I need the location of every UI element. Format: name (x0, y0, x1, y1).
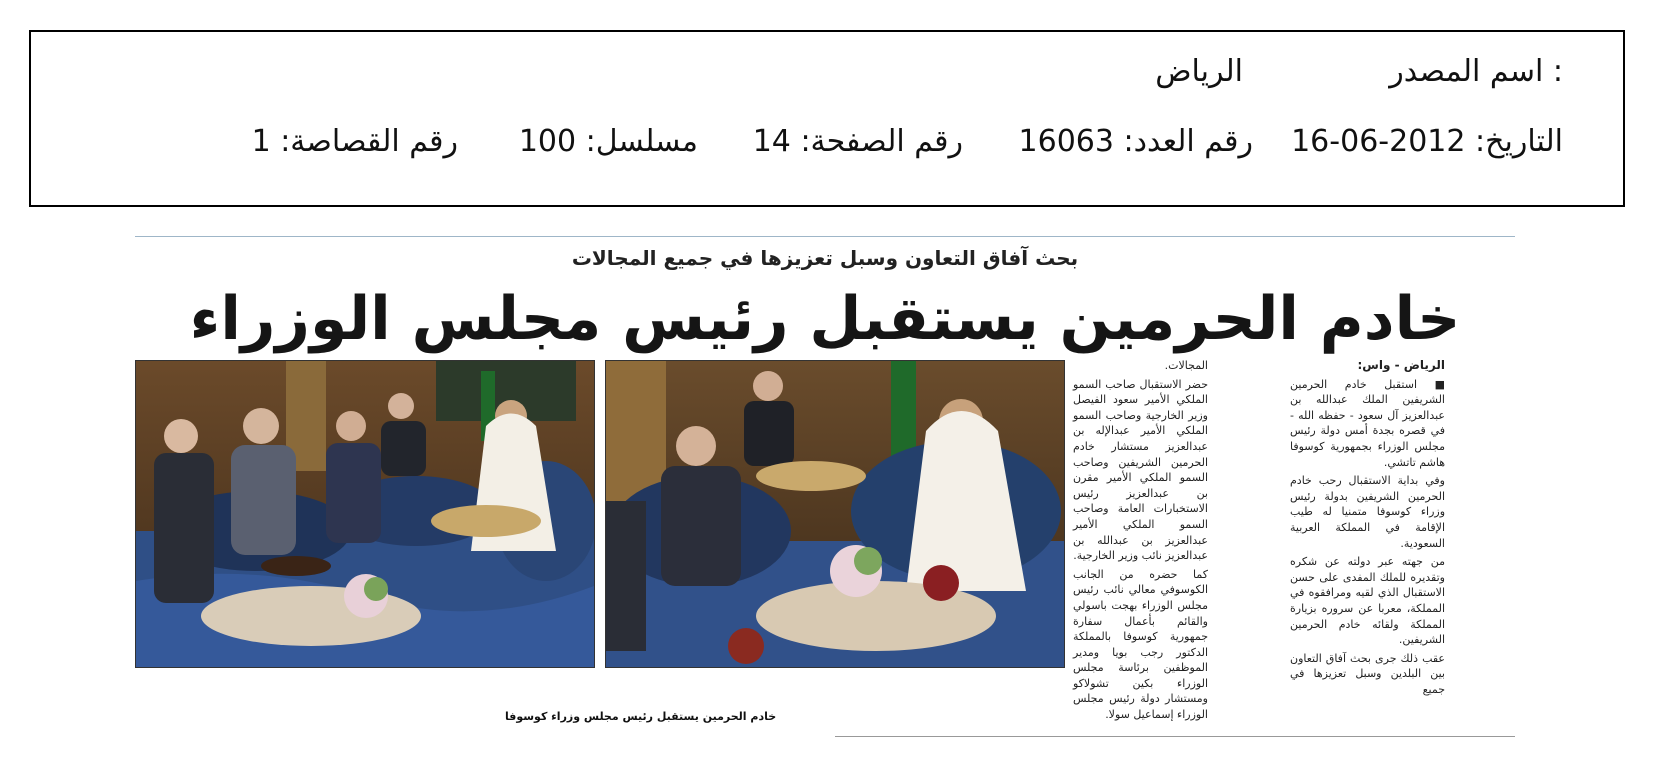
date-field: التاريخ: 2012-06-16 (1291, 124, 1563, 159)
col2-paragraph: حضر الاستقبال صاحب السمو الملكي الأمير سعود الفيصل وزير الخارجية وصاحب السمو الملكي الأمير عبدالإله بن عبدالعزيز مستشار خادم الحرمين الشريفين وصاحب السمو الملكي الأمير مقرن بن عبدالعزيز رئيس الاستخبارات العامة وصاحب السمو الملكي الأمير عبدالعزيز بن عبدالله بن عبدالعزيز نائب وزير الخارجية. (1073, 377, 1208, 563)
col2-paragraph: المجالات. (1164, 359, 1208, 372)
article-kicker: بحث آفاق التعاون وسبل تعزيزها في جميع المجالات (571, 246, 1079, 270)
meeting-photo-left (136, 361, 594, 667)
dateline: الرياض - واس: (1357, 358, 1445, 372)
col1-paragraph: عقب ذلك جرى بحث آفاق التعاون بين البلدين وسبل تعزيزها في جميع (1290, 651, 1445, 696)
photo-caption: خادم الحرمين يستقبل رئيس مجلس وزراء كوسوفا (505, 710, 777, 723)
issue-field: رقم العدد: 16063 (1018, 124, 1253, 159)
photo-left (135, 360, 595, 668)
serial-field: مسلسل: 100 (518, 124, 698, 159)
bottom-rule (835, 736, 1515, 737)
source-label: اسم المصدر : (1389, 54, 1563, 89)
article-column-1 (1290, 358, 1445, 700)
col1-paragraph: من جهته عبر دولته عن شكره وتقديره للملك المفدى على حسن الاستقبال الذي لقيه ومرافقوه في المملكة، معربا عن سروره بزيارة المملكة ولقائه خادم الحرمين الشريفين. (1290, 555, 1445, 647)
top-rule (135, 236, 1515, 237)
metadata-box (29, 30, 1625, 207)
article-column-2 (1073, 358, 1208, 726)
photo-right (605, 360, 1065, 668)
article-headline: خادم الحرمين يستقبل رئيس مجلس الوزراء (189, 284, 1461, 354)
col2-paragraph: كما حضره من الجانب الكوسوفي معالي نائب رئيس مجلس الوزراء بهجت باسولي والقائم بأعمال سفارة جمهورية كوسوفا بالمملكة الدكتور رجب بويا ومدير الموظفين برئاسة مجلس الوزراء بكين تشولاكو ومستشار دولة رئيس مجلس الوزراء إسماعيل سولا. (1073, 567, 1208, 722)
col1-paragraph: وفي بداية الاستقبال رحب خادم الحرمين الشريفين بدولة رئيس وزراء كوسوفا متمنيا له طيب الإقامة في المملكة العربية السعودية. (1290, 474, 1445, 550)
meeting-photo-right (606, 361, 1064, 667)
col1-paragraph: ■ استقبل خادم الحرمين الشريفين الملك عبدالله بن عبدالعزيز آل سعود - حفظه الله - في قصره بجدة أمس دولة رئيس مجلس الوزراء بجمهورية كوسوفا هاشم تاتشي. (1290, 377, 1445, 469)
page-field: رقم الصفحة: 14 (752, 124, 963, 159)
source-value: الرياض (1155, 54, 1243, 89)
newspaper-clipping (135, 236, 1515, 746)
clip-number-field: رقم القصاصة: 1 (251, 124, 458, 159)
